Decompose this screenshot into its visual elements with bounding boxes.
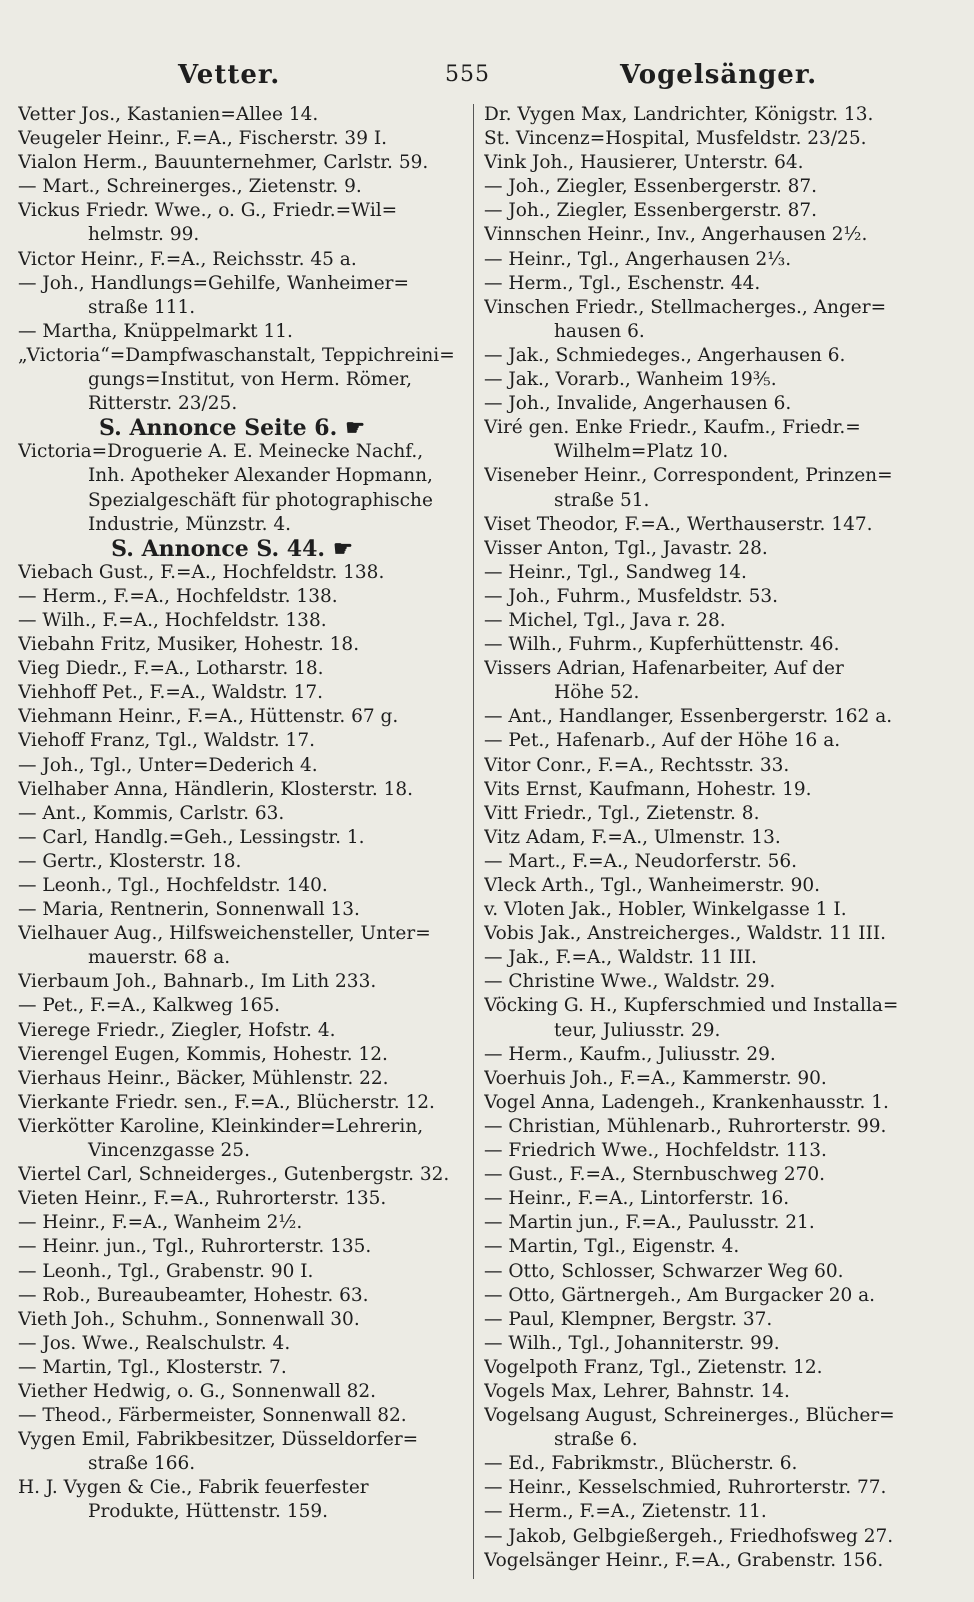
directory-entry-line [484, 320, 932, 344]
directory-entry-line [484, 344, 932, 368]
directory-entry-line [18, 1452, 466, 1476]
directory-entry-line [484, 1284, 932, 1308]
directory-entry-line [18, 248, 466, 272]
entry-text: — Heinr., Tgl., Sandweg 14. [484, 561, 747, 583]
pointing-hand-icon: ☛ [345, 416, 365, 441]
directory-entry-line [484, 513, 932, 537]
entry-text: Viebach Gust., F.=A., Hochfeldstr. 138. [18, 561, 385, 583]
directory-entry-line [484, 922, 932, 946]
directory-entry-line [18, 1380, 466, 1404]
directory-entry-line [484, 368, 932, 392]
entry-text: Dr. Vygen Max, Landrichter, Königstr. 13. [484, 104, 874, 125]
directory-entry-line [484, 1500, 932, 1524]
directory-entry-line [18, 1500, 466, 1524]
directory-entry-line [484, 1067, 932, 1091]
entry-text: Visser Anton, Tgl., Javastr. 28. [484, 537, 768, 559]
entry-text: — Christian, Mühlenarb., Ruhrorterstr. 99. [484, 1115, 887, 1137]
entry-text: Vogelpoth Franz, Tgl., Zietenstr. 12. [484, 1356, 823, 1378]
entry-text: Veugeler Heinr., F.=A., Fischerstr. 39 I. [18, 128, 388, 150]
entry-text: Viebahn Fritz, Musiker, Hohestr. 18. [18, 634, 360, 656]
entry-text: Wilhelm=Platz 10. [554, 441, 729, 463]
directory-entry-line [18, 1115, 466, 1139]
entry-text: — Mart., Schreinerges., Zietenstr. 9. [18, 176, 362, 198]
directory-entry-line [484, 1115, 932, 1139]
entry-text: — Jakob, Gelbgießergeh., Friedhofsweg 27. [484, 1525, 894, 1547]
entry-text: — Rob., Bureaubeamter, Hohestr. 63. [18, 1284, 369, 1306]
directory-entry-line [18, 489, 466, 513]
entry-text: S. Annonce S. 44. [111, 536, 326, 561]
entry-text: H. J. Vygen & Cie., Fabrik feuerfester [18, 1477, 369, 1499]
directory-entry-line [18, 754, 466, 778]
entry-text: Vielhauer Aug., Hilfsweichensteller, Unter= [18, 923, 431, 945]
directory-entry-line [18, 1404, 466, 1428]
directory-entry-line [484, 175, 932, 199]
entry-text: Produkte, Hüttenstr. 159. [88, 1501, 329, 1523]
directory-entry-line [18, 850, 466, 874]
entry-text: v. Vloten Jak., Hobler, Winkelgasse 1 I. [484, 899, 847, 921]
entry-text: — Jak., Vorarb., Wanheim 19⅗. [484, 369, 777, 391]
entry-text: St. Vincenz=Hospital, Musfeldstr. 23/25. [484, 128, 867, 150]
directory-entry-line [484, 1428, 932, 1452]
directory-entry-line [484, 1525, 932, 1549]
directory-entry-line [484, 199, 932, 223]
entry-text: — Otto, Gärtnergeh., Am Burgacker 20 a. [484, 1284, 876, 1306]
directory-entry-line [18, 681, 466, 705]
entry-text: — Jos. Wwe., Realschulstr. 4. [18, 1332, 291, 1354]
directory-entry-line [484, 1332, 932, 1356]
entry-text: Vieten Heinr., F.=A., Ruhrorterstr. 135. [18, 1188, 387, 1210]
entry-text: — Heinr., Kesselschmied, Ruhrorterstr. 77. [484, 1477, 887, 1499]
entry-text: — Joh., Ziegler, Essenbergerstr. 87. [484, 176, 818, 198]
entry-text: Vygen Emil, Fabrikbesitzer, Düsseldorfer= [18, 1429, 419, 1451]
directory-entry-line [484, 1476, 932, 1500]
entry-text: — Herm., Kaufm., Juliusstr. 29. [484, 1043, 776, 1065]
directory-entry-line [484, 464, 932, 488]
directory-entry-line [484, 1019, 932, 1043]
directory-entry-line [18, 151, 466, 175]
entry-text: Viertel Carl, Schneiderges., Gutenbergstr. 32. [18, 1164, 450, 1186]
entry-text: Vierhaus Heinr., Bäcker, Mühlenstr. 22. [18, 1067, 389, 1089]
entry-text: Viseneber Heinr., Correspondent, Prinzen= [484, 465, 893, 487]
directory-entry-line [484, 151, 932, 175]
directory-entry-line [18, 1019, 466, 1043]
directory-entry-line [484, 272, 932, 296]
entry-text: — Leonh., Tgl., Grabenstr. 90 I. [18, 1260, 314, 1282]
entry-text: Ritterstr. 23/25. [88, 393, 238, 415]
entry-text: — Gust., F.=A., Sternbuschweg 270. [484, 1164, 826, 1186]
entry-text: Victoria=Droguerie A. E. Meinecke Nachf., [18, 441, 424, 463]
entry-text: gungs=Institut, von Herm. Römer, [88, 369, 412, 391]
entry-text: — Otto, Schlosser, Schwarzer Weg 60. [484, 1260, 844, 1282]
directory-entry-line [484, 296, 932, 320]
entry-text: — Martin, Tgl., Klosterstr. 7. [18, 1356, 287, 1378]
entry-text: — Herm., F.=A., Zietenstr. 11. [484, 1501, 767, 1523]
entry-text: Viehoff Franz, Tgl., Waldstr. 17. [18, 730, 315, 752]
entry-text: — Theod., Färbermeister, Sonnenwall 82. [18, 1405, 407, 1427]
directory-entry-line [18, 946, 466, 970]
directory-entry-line [484, 585, 932, 609]
directory-entry-line [18, 175, 466, 199]
entry-text: Voerhuis Joh., F.=A., Kammerstr. 90. [484, 1067, 827, 1089]
entry-text: — Ant., Handlanger, Essenbergerstr. 162 a. [484, 706, 893, 728]
directory-entry-line [18, 199, 466, 223]
entry-text: Vink Joh., Hausierer, Unterstr. 64. [484, 152, 804, 174]
entry-text: mauerstr. 68 a. [88, 947, 231, 969]
directory-entry-line [484, 633, 932, 657]
directory-entry-line [18, 464, 466, 488]
directory-entry-line [18, 994, 466, 1018]
header-left-catchword: Vetter. [178, 60, 281, 90]
directory-entry-line [484, 1404, 932, 1428]
entry-text: Viré gen. Enke Friedr., Kaufm., Friedr.= [484, 417, 861, 439]
directory-entry-line [18, 705, 466, 729]
entry-text: — Herm., F.=A., Hochfeldstr. 138. [18, 585, 338, 607]
entry-text: Vickus Friedr. Wwe., o. G., Friedr.=Wil= [18, 200, 398, 222]
directory-entry-line [484, 754, 932, 778]
directory-entry-line [484, 946, 932, 970]
entry-text: Victor Heinr., F.=A., Reichsstr. 45 a. [18, 248, 357, 270]
entry-text: Viset Theodor, F.=A., Werthauserstr. 147. [484, 513, 873, 535]
entry-text: „Victoria“=Dampfwaschanstalt, Teppichreini= [18, 344, 455, 366]
directory-entry-line [484, 729, 932, 753]
directory-entry-line [18, 1332, 466, 1356]
entry-text: Vöcking G. H., Kupferschmied und Installa= [484, 995, 899, 1017]
directory-entry-line [484, 1043, 932, 1067]
entry-text: Industrie, Münzstr. 4. [88, 513, 292, 535]
entry-text: — Pet., Hafenarb., Auf der Höhe 16 a. [484, 730, 841, 752]
entry-text: — Friedrich Wwe., Hochfeldstr. 113. [484, 1140, 827, 1162]
directory-entry-line [484, 970, 932, 994]
directory-entry-line [484, 994, 932, 1018]
directory-entry-line [484, 1163, 932, 1187]
entry-text: — Martin, Tgl., Eigenstr. 4. [484, 1236, 740, 1258]
directory-entry-line [484, 850, 932, 874]
entry-text: straße 111. [88, 296, 196, 318]
entry-text: Vieth Joh., Schuhm., Sonnenwall 30. [18, 1308, 360, 1330]
entry-text: — Joh., Ziegler, Essenbergerstr. 87. [484, 200, 818, 222]
directory-entry-line [18, 970, 466, 994]
entry-text: Vogelsänger Heinr., F.=A., Grabenstr. 156. [484, 1549, 884, 1571]
entry-text: Viehhoff Pet., F.=A., Waldstr. 17. [18, 682, 323, 704]
entry-text: helmstr. 99. [88, 224, 200, 246]
directory-entry-line [18, 1235, 466, 1259]
entry-text: Vitt Friedr., Tgl., Zietenstr. 8. [484, 802, 760, 824]
entry-text: Vogelsang August, Schreinerges., Blücher= [484, 1405, 895, 1427]
directory-entry-line [18, 1043, 466, 1067]
directory-entry-line [18, 729, 466, 753]
directory-entry-line [18, 1428, 466, 1452]
directory-entry-line [18, 1067, 466, 1091]
left-column [18, 103, 466, 1525]
entry-text: — Heinr., F.=A., Lintorferstr. 16. [484, 1188, 790, 1210]
entry-text: Vialon Herm., Bauunternehmer, Carlstr. 59. [18, 152, 429, 174]
directory-entry-line [18, 223, 466, 247]
entry-text: — Gertr., Klosterstr. 18. [18, 850, 242, 872]
directory-entry-line [18, 1308, 466, 1332]
directory-entry-line [18, 1356, 466, 1380]
directory-entry-line [18, 633, 466, 657]
entry-text: — Wilh., Tgl., Johanniterstr. 99. [484, 1332, 780, 1354]
directory-entry-line [18, 392, 466, 416]
directory-entry-line [484, 1091, 932, 1115]
entry-text: — Martha, Knüppelmarkt 11. [18, 320, 293, 342]
directory-entry-line [484, 416, 932, 440]
directory-entry-line [18, 127, 466, 151]
directory-entry-line [484, 537, 932, 561]
entry-text: Viehmann Heinr., F.=A., Hüttenstr. 67 g. [18, 706, 399, 728]
entry-text: — Joh., Handlungs=Gehilfe, Wanheimer= [18, 272, 409, 294]
entry-text: — Paul, Klempner, Bergstr. 37. [484, 1308, 773, 1330]
entry-text: S. Annonce Seite 6. [99, 416, 338, 441]
entry-text: Vetter Jos., Kastanien=Allee 14. [18, 104, 319, 125]
entry-text: — Michel, Tgl., Java r. 28. [484, 609, 726, 631]
directory-entry-line [484, 1452, 932, 1476]
entry-text: Spezialgeschäft für photographische [88, 489, 433, 511]
entry-text: Vierengel Eugen, Kommis, Hohestr. 12. [18, 1043, 388, 1065]
directory-entry-line [484, 1308, 932, 1332]
directory-entry-line [484, 1187, 932, 1211]
entry-text: Vits Ernst, Kaufmann, Hohestr. 19. [484, 778, 812, 800]
entry-text: — Pet., F.=A., Kalkweg 165. [18, 995, 281, 1017]
directory-entry-line [484, 1235, 932, 1259]
entry-text: Vielhaber Anna, Händlerin, Klosterstr. 18. [18, 778, 413, 800]
directory-entry-line [484, 826, 932, 850]
directory-entry-line [484, 778, 932, 802]
entry-text: — Joh., Fuhrm., Musfeldstr. 53. [484, 585, 779, 607]
entry-text: straße 51. [554, 489, 650, 511]
directory-entry-line [18, 1476, 466, 1500]
pointing-hand-icon: ☛ [333, 536, 353, 561]
entry-text: — Heinr., Tgl., Angerhausen 2⅓. [484, 248, 792, 270]
directory-entry-line [18, 1187, 466, 1211]
entry-text: — Herm., Tgl., Eschenstr. 44. [484, 272, 761, 294]
directory-entry-line [484, 1380, 932, 1404]
directory-entry-line [18, 1139, 466, 1163]
directory-entry-line [18, 922, 466, 946]
directory-entry-line [484, 874, 932, 898]
entry-text: teur, Juliusstr. 29. [554, 1019, 721, 1041]
entry-text: hausen 6. [554, 320, 645, 342]
annonce-reference [18, 537, 466, 561]
entry-text: — Heinr. jun., Tgl., Ruhrorterstr. 135. [18, 1236, 372, 1258]
directory-entry-line [18, 585, 466, 609]
directory-entry-line [484, 1356, 932, 1380]
directory-entry-line [18, 657, 466, 681]
directory-entry-line [18, 1284, 466, 1308]
entry-text: — Ed., Fabrikmstr., Blücherstr. 6. [484, 1453, 798, 1475]
column-divider [473, 104, 474, 1579]
entry-text: — Christine Wwe., Waldstr. 29. [484, 971, 776, 993]
directory-entry-line [484, 1260, 932, 1284]
directory-entry-line [484, 1211, 932, 1235]
directory-entry-line [18, 561, 466, 585]
entry-text: straße 166. [88, 1453, 196, 1475]
entry-text: Vinschen Friedr., Stellmacherges., Anger= [484, 296, 887, 318]
page-header [0, 52, 974, 92]
directory-entry-line [484, 561, 932, 585]
directory-entry-line [484, 103, 932, 127]
entry-text: — Martin jun., F.=A., Paulusstr. 21. [484, 1212, 815, 1234]
directory-entry-line [18, 826, 466, 850]
entry-text: — Heinr., F.=A., Wanheim 2½. [18, 1212, 303, 1234]
entry-text: — Wilh., Fuhrm., Kupferhüttenstr. 46. [484, 634, 840, 656]
header-right-catchword: Vogelsänger. [620, 60, 818, 90]
directory-entry-line [484, 898, 932, 922]
directory-entry-line [18, 320, 466, 344]
directory-entry-line [18, 513, 466, 537]
directory-entry-line [18, 802, 466, 826]
entry-text: Vinnschen Heinr., Inv., Angerhausen 2½. [484, 224, 868, 246]
entry-text: Vitz Adam, F.=A., Ulmenstr. 13. [484, 826, 781, 848]
directory-entry-line [18, 874, 466, 898]
entry-text: Vieg Diedr., F.=A., Lotharstr. 18. [18, 658, 324, 680]
page-number: 555 [445, 62, 490, 87]
directory-entry-line [484, 489, 932, 513]
directory-entry-line [18, 344, 466, 368]
directory-entry-line [484, 1549, 932, 1573]
entry-text: — Joh., Tgl., Unter=Dederich 4. [18, 754, 318, 776]
directory-entry-line [484, 440, 932, 464]
directory-entry-line [18, 103, 466, 127]
entry-text: Inh. Apotheker Alexander Hopmann, [88, 465, 433, 487]
entry-text: Vogels Max, Lehrer, Bahnstr. 14. [484, 1380, 790, 1402]
directory-entry-line [484, 127, 932, 151]
directory-entry-line [18, 1211, 466, 1235]
entry-text: Vierege Friedr., Ziegler, Hofstr. 4. [18, 1019, 336, 1041]
entry-text: Vobis Jak., Anstreicherges., Waldstr. 11 III. [484, 923, 887, 945]
directory-entry-line [18, 778, 466, 802]
directory-entry-line [484, 392, 932, 416]
entry-text: Höhe 52. [554, 682, 640, 704]
entry-text: — Wilh., F.=A., Hochfeldstr. 138. [18, 609, 327, 631]
directory-entry-line [484, 681, 932, 705]
entry-text: — Carl, Handlg.=Geh., Lessingstr. 1. [18, 826, 365, 848]
directory-entry-line [484, 1139, 932, 1163]
entry-text: Vitor Conr., F.=A., Rechtsstr. 33. [484, 754, 790, 776]
entry-text: — Jak., F.=A., Waldstr. 11 III. [484, 947, 757, 969]
directory-entry-line [18, 1260, 466, 1284]
entry-text: — Mart., F.=A., Neudorferstr. 56. [484, 850, 798, 872]
directory-entry-line [18, 1091, 466, 1115]
entry-text: Vleck Arth., Tgl., Wanheimerstr. 90. [484, 875, 820, 896]
entry-text: — Leonh., Tgl., Hochfeldstr. 140. [18, 875, 328, 896]
entry-text: — Jak., Schmiedeges., Angerhausen 6. [484, 344, 846, 366]
directory-entry-line [484, 657, 932, 681]
entry-text: — Joh., Invalide, Angerhausen 6. [484, 393, 792, 415]
directory-entry-line [18, 1163, 466, 1187]
annonce-reference [18, 416, 466, 440]
directory-entry-line [18, 368, 466, 392]
directory-entry-line [484, 248, 932, 272]
directory-entry-line [18, 609, 466, 633]
directory-entry-line [484, 609, 932, 633]
entry-text: Vissers Adrian, Hafenarbeiter, Auf der [484, 658, 844, 680]
directory-entry-line [18, 898, 466, 922]
entry-text: Vierkötter Karoline, Kleinkinder=Lehrerin, [18, 1115, 424, 1137]
directory-entry-line [484, 705, 932, 729]
entry-text: — Ant., Kommis, Carlstr. 63. [18, 802, 285, 824]
directory-entry-line [484, 223, 932, 247]
entry-text: Viether Hedwig, o. G., Sonnenwall 82. [18, 1380, 377, 1402]
entry-text: Vierbaum Joh., Bahnarb., Im Lith 233. [18, 971, 377, 993]
directory-entry-line [18, 272, 466, 296]
directory-entry-line [18, 296, 466, 320]
directory-entry-line [484, 802, 932, 826]
entry-text: — Maria, Rentnerin, Sonnenwall 13. [18, 899, 360, 921]
entry-text: Vogel Anna, Ladengeh., Krankenhausstr. 1. [484, 1091, 889, 1113]
directory-entry-line [18, 440, 466, 464]
entry-text: Vierkante Friedr. sen., F.=A., Blücherstr. 12. [18, 1091, 435, 1113]
entry-text: straße 6. [554, 1429, 638, 1451]
right-column [484, 103, 932, 1573]
entry-text: Vincenzgasse 25. [88, 1140, 250, 1162]
